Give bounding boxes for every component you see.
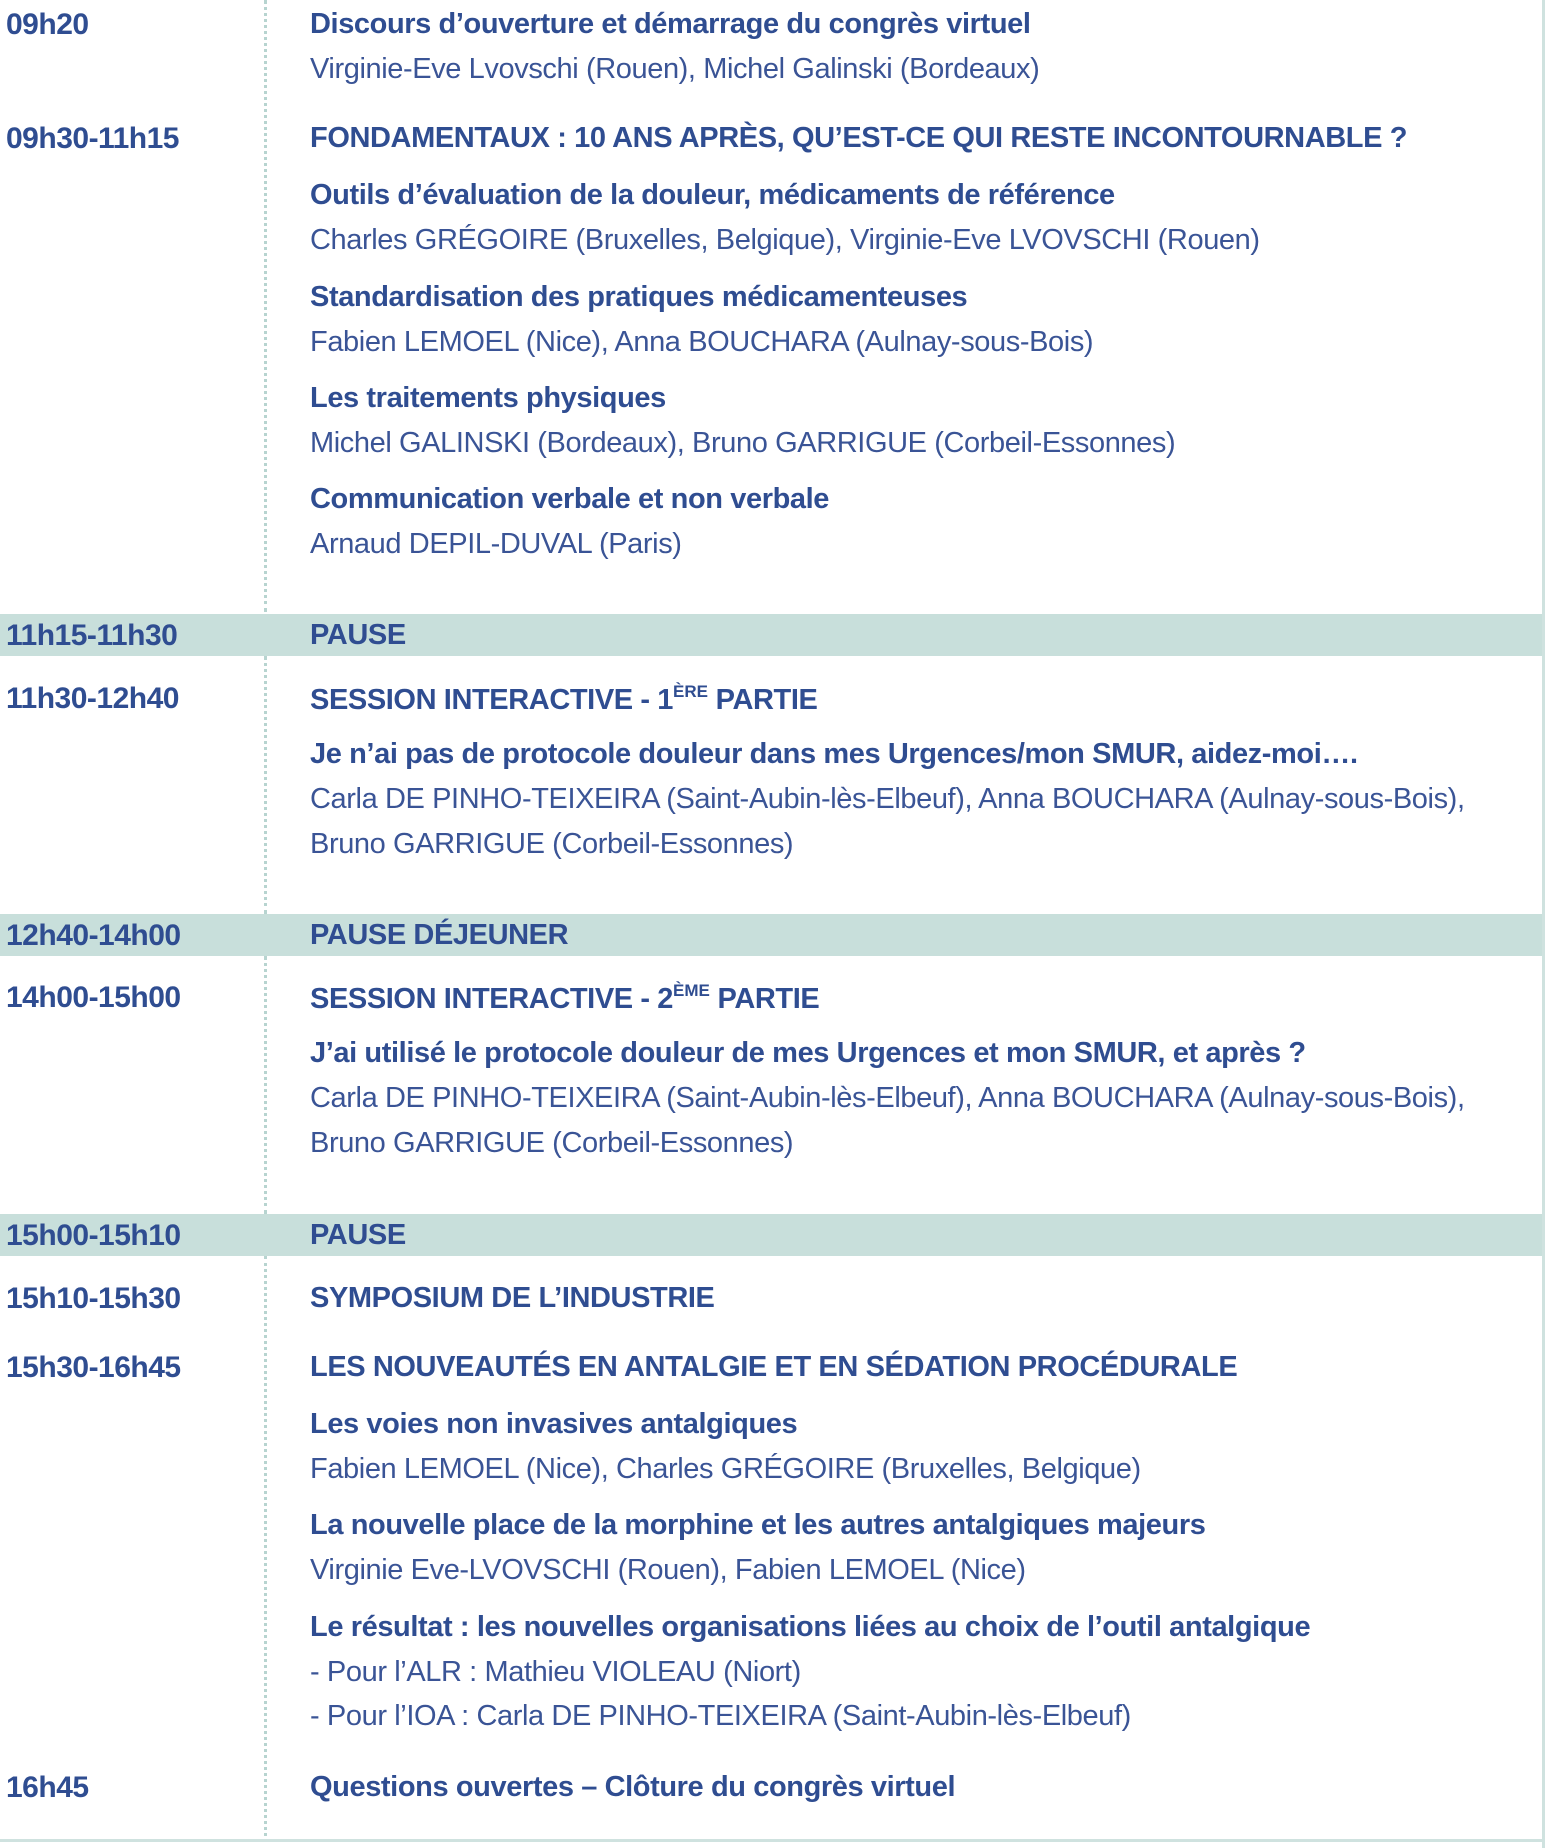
session-time: 09h20 (6, 8, 89, 41)
talk-speakers: Fabien LEMOEL (Nice), Charles GRÉGOIRE (Bruxelles, Belgique) (310, 1453, 1141, 1485)
ordinal-suffix: ÈRE (673, 682, 708, 701)
heading-text: SESSION INTERACTIVE - 1 (310, 684, 674, 716)
session-time: 15h30-16h45 (6, 1351, 181, 1384)
session-time: 15h10-15h30 (6, 1282, 181, 1315)
heading-text: PARTIE (709, 983, 820, 1015)
session-time: 09h30-11h15 (6, 122, 179, 155)
session-heading: SYMPOSIUM DE L’INDUSTRIE (310, 1282, 715, 1314)
session-heading (310, 682, 817, 717)
pause-time: 15h00-15h10 (6, 1219, 181, 1252)
heading-text: PARTIE (708, 684, 818, 716)
talk-title: Je n’ai pas de protocole douleur dans mes Urgences/mon SMUR, aidez-moi…. (310, 738, 1358, 770)
talk-speakers: Bruno GARRIGUE (Corbeil-Essonnes) (310, 828, 794, 860)
talk-speakers: - Pour l’ALR : Mathieu VIOLEAU (Niort) (310, 1656, 801, 1688)
pause-label: PAUSE (310, 619, 406, 651)
talk-title: J’ai utilisé le protocole douleur de mes Urgences et mon SMUR, et après ? (310, 1037, 1306, 1069)
page-right-border (1542, 0, 1545, 1848)
column-divider (264, 1256, 267, 1836)
talk-title: Les traitements physiques (310, 382, 666, 414)
pause-label: PAUSE (310, 1219, 406, 1251)
pause-band (0, 1214, 1542, 1256)
pause-time: 12h40-14h00 (6, 919, 181, 952)
session-speakers: Virginie-Eve Lvovschi (Rouen), Michel Galinski (Bordeaux) (310, 53, 1040, 85)
talk-title: Outils d’évaluation de la douleur, médicaments de référence (310, 179, 1115, 211)
session-heading: FONDAMENTAUX : 10 ANS APRÈS, QU’EST-CE QUI RESTE INCONTOURNABLE ? (310, 122, 1408, 154)
talk-speakers: Michel GALINSKI (Bordeaux), Bruno GARRIGUE (Corbeil-Essonnes) (310, 427, 1176, 459)
talk-speakers: Virginie Eve-LVOVSCHI (Rouen), Fabien LEMOEL (Nice) (310, 1554, 1026, 1586)
talk-title: La nouvelle place de la morphine et les autres antalgiques majeurs (310, 1509, 1206, 1541)
heading-text: SESSION INTERACTIVE - 2 (310, 983, 674, 1015)
session-title: Discours d’ouverture et démarrage du congrès virtuel (310, 8, 1031, 40)
session-time: 11h30-12h40 (6, 682, 179, 715)
column-divider (264, 0, 267, 612)
session-title: Questions ouvertes – Clôture du congrès virtuel (310, 1771, 956, 1803)
pause-band (0, 614, 1542, 656)
page-bottom-border (0, 1839, 1545, 1842)
column-divider (264, 956, 267, 1214)
talk-speakers: Carla DE PINHO-TEIXEIRA (Saint-Aubin-lès-Elbeuf), Anna BOUCHARA (Aulnay-sous-Bois), (310, 783, 1465, 815)
talk-title: Les voies non invasives antalgiques (310, 1408, 798, 1440)
talk-speakers: Charles GRÉGOIRE (Bruxelles, Belgique), Virginie-Eve LVOVSCHI (Rouen) (310, 224, 1260, 256)
session-time: 16h45 (6, 1771, 89, 1804)
session-heading: LES NOUVEAUTÉS EN ANTALGIE ET EN SÉDATION PROCÉDURALE (310, 1351, 1238, 1383)
session-heading (310, 981, 819, 1016)
talk-speakers: - Pour l’IOA : Carla DE PINHO-TEIXEIRA (Saint-Aubin-lès-Elbeuf) (310, 1700, 1131, 1732)
lunch-band (0, 914, 1542, 956)
column-divider (264, 656, 267, 914)
talk-title: Communication verbale et non verbale (310, 483, 830, 515)
talk-speakers: Carla DE PINHO-TEIXEIRA (Saint-Aubin-lès-Elbeuf), Anna BOUCHARA (Aulnay-sous-Bois), (310, 1082, 1465, 1114)
ordinal-suffix: ÈME (673, 981, 710, 1000)
talk-speakers: Fabien LEMOEL (Nice), Anna BOUCHARA (Aulnay-sous-Bois) (310, 326, 1094, 358)
pause-label: PAUSE DÉJEUNER (310, 919, 569, 951)
talk-speakers: Bruno GARRIGUE (Corbeil-Essonnes) (310, 1127, 794, 1159)
talk-title: Le résultat : les nouvelles organisations liées au choix de l’outil antalgique (310, 1611, 1311, 1643)
pause-time: 11h15-11h30 (6, 619, 178, 652)
talk-title: Standardisation des pratiques médicamenteuses (310, 281, 968, 313)
session-time: 14h00-15h00 (6, 981, 181, 1014)
talk-speakers: Arnaud DEPIL-DUVAL (Paris) (310, 528, 682, 560)
